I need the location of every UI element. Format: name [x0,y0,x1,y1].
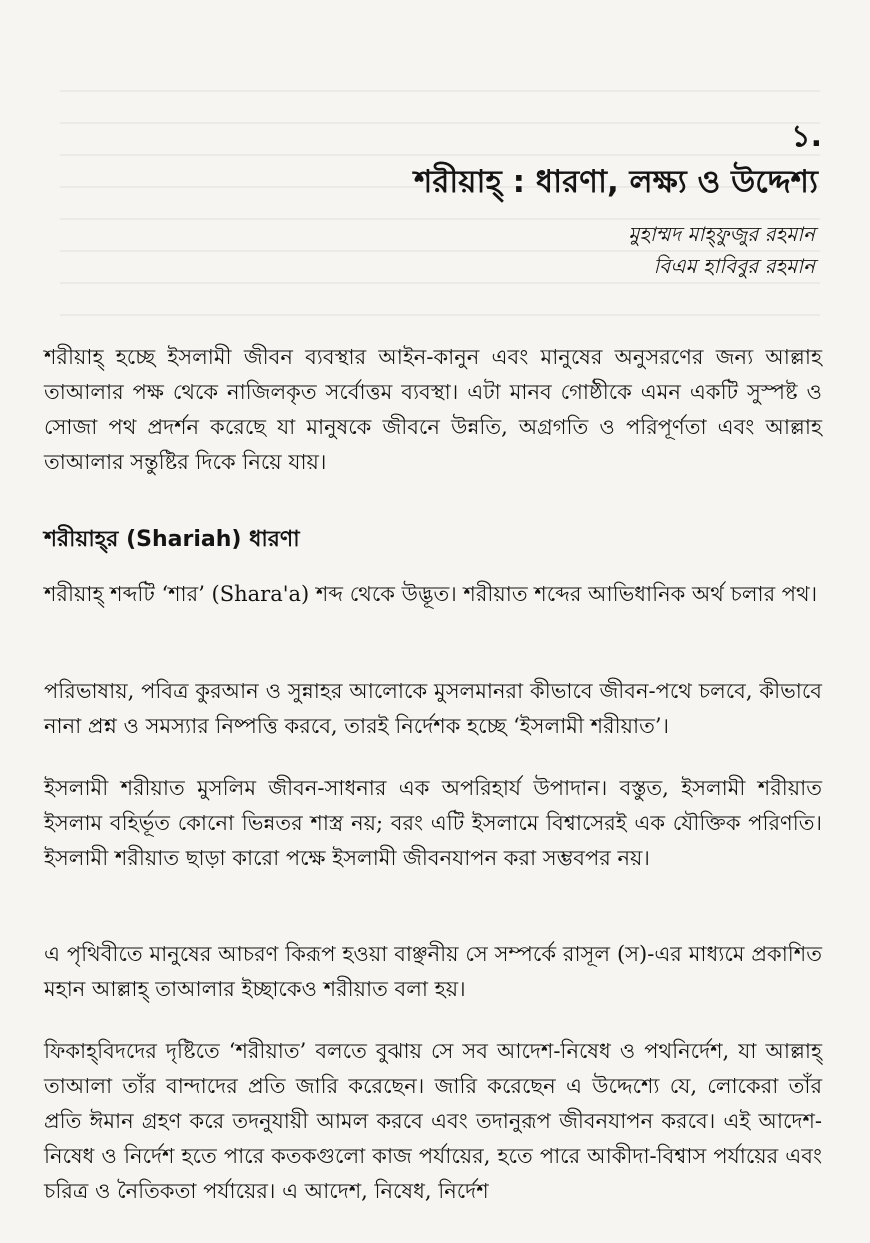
author-name: মুহাম্মদ মাহ্ফুজুর রহমান [628,222,815,246]
essential-paragraph: ইসলামী শরীয়াত মুসলিম জীবন-সাধনার এক অপরিহার্য উপাদান। বস্তুত, ইসলামী শরীয়াত ইসলাম বহির্ভূত কোনো ভিন্নতর শাস্ত্র নয়; বরং এটি ইসলামে বিশ্বাসেরই এক যৌক্তিক পরিণতি। ইসলামী শরীয়াত ছাড়া কারো পক্ষে ইসলামী জীবনযাপন করা সম্ভবপর নয়। [44,776,822,870]
chapter-title: শরীয়াহ্ : ধারণা, লক্ষ্য ও উদ্দেশ্য [414,164,818,200]
definition-paragraph: শরীয়াহ্ শব্দটি ‘শার’ (Shara'a) শব্দ থেকে উদ্ভূত। শরীয়াত শব্দের আভিধানিক অর্থ চলার পথ। [44,582,818,606]
divine-will-paragraph: এ পৃথিবীতে মানুষের আচরণ কিরূপ হওয়া বাঞ্ছনীয় সে সম্পর্কে রাসূল (স)-এর মাধ্যমে প্রকাশিত মহান আল্লাহ্ তাআলার ইচ্ছাকেও শরীয়াত বলা হয়। [44,942,822,1001]
terminology-paragraph: পরিভাষায়, পবিত্র কুরআন ও সুন্নাহর আলোকে মুসলমানরা কীভাবে জীবন-পথে চলবে, কীভাবে নানা প্রশ্ন ও সমস্যার নিষ্পত্তি করবে, তারই নির্দেশক হচ্ছে ‘ইসলামী শরীয়াত’। [44,679,822,738]
chapter-number: ১. [791,119,822,154]
author-name: বিএম হাবিবুর রহমান [653,254,815,278]
section-heading: শরীয়াহ্‌র (Shariah) ধারণা [44,527,300,552]
intro-paragraph: শরীয়াহ্ হচ্ছে ইসলামী জীবন ব্যবস্থার আইন-কানুন এবং মানুষের অনুসরণের জন্য আল্লাহ তাআলার পক্ষ থেকে নাজিলকৃত সর্বোত্তম ব্যবস্থা। এটা মানব গোষ্ঠীকে এমন একটি সুস্পষ্ট ও সোজা পথ প্রদর্শন করেছে যা মানুষকে জীবনে উন্নতি, অগ্রগতি ও পরিপূর্ণতা এবং আল্লাহ তাআলার সন্তুষ্টির দিকে নিয়ে যায়। [44,345,822,474]
author-list [628,218,815,282]
fiqh-paragraph: ফিকাহ্‌বিদদের দৃষ্টিতে ‘শরীয়াত’ বলতে বুঝায় সে সব আদেশ-নিষেধ ও পথনির্দেশ, যা আল্লাহ্ তাআলা তাঁর বান্দাদের প্রতি জারি করেছেন। জারি করেছেন এ উদ্দেশ্যে যে, লোকেরা তাঁর প্রতি ঈমান গ্রহণ করে তদনুযায়ী আমল করবে এবং তদানুরূপ জীবনযাপন করবে। এই আদেশ-নিষেধ ও নির্দেশ হতে পারে কতকগুলো কাজ পর্যায়ের, হতে পারে আকীদা-বিশ্বাস পর্যায়ের এবং চরিত্র ও নৈতিকতা পর্যায়ের। এ আদেশ, নিষেধ, নির্দেশ [44,1039,822,1203]
